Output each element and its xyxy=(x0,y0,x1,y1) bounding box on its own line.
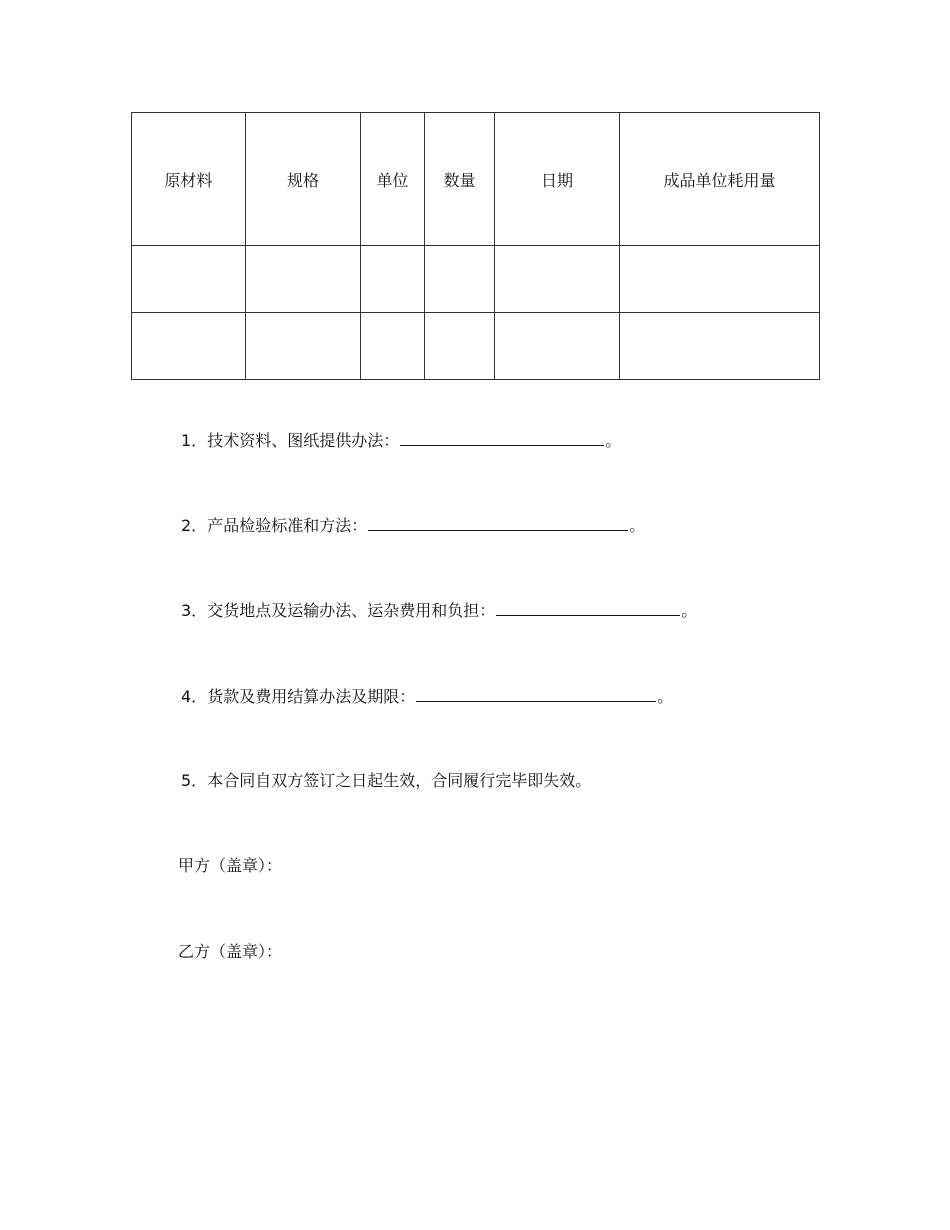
clause-technical-data xyxy=(181,428,621,451)
clause-effective-date xyxy=(181,768,591,791)
clause-inspection-standard xyxy=(181,513,645,536)
fill-in-blank[interactable] xyxy=(496,601,680,616)
header-quantity: 数量 xyxy=(425,113,495,246)
fill-in-blank[interactable] xyxy=(368,516,628,531)
clause-number: 2． xyxy=(181,516,208,535)
table-cell[interactable] xyxy=(132,313,246,380)
clause-text: 货款及费用结算办法及期限： xyxy=(207,687,416,706)
clause-text: 技术资料、图纸提供办法： xyxy=(207,431,400,450)
table-cell[interactable] xyxy=(495,313,620,380)
header-raw-material: 原材料 xyxy=(132,113,246,246)
clause-delivery-transport xyxy=(181,598,697,621)
table-cell[interactable] xyxy=(620,313,820,380)
header-unit-consumption: 成品单位耗用量 xyxy=(620,113,820,246)
table-cell[interactable] xyxy=(620,246,820,313)
clause-end: 。 xyxy=(605,431,622,450)
table-cell[interactable] xyxy=(495,246,620,313)
clause-end: 。 xyxy=(681,601,698,620)
fill-in-blank[interactable] xyxy=(416,687,656,702)
header-spec: 规格 xyxy=(246,113,361,246)
party-b-signature: 乙方（盖章）： xyxy=(178,942,283,961)
table-cell[interactable] xyxy=(246,313,361,380)
header-date: 日期 xyxy=(495,113,620,246)
table-cell[interactable] xyxy=(361,246,425,313)
table-row xyxy=(132,313,820,380)
header-unit: 单位 xyxy=(361,113,425,246)
table-header-row xyxy=(132,113,820,246)
clause-number: 4． xyxy=(181,687,208,706)
table-cell[interactable] xyxy=(425,246,495,313)
table-row xyxy=(132,246,820,313)
materials-table xyxy=(131,112,820,380)
table-cell[interactable] xyxy=(361,313,425,380)
clause-text: 本合同自双方签订之日起生效，合同履行完毕即失效。 xyxy=(207,771,592,790)
fill-in-blank[interactable] xyxy=(400,431,604,446)
clause-text: 产品检验标准和方法： xyxy=(207,516,368,535)
clause-number: 3． xyxy=(181,601,208,620)
clause-number: 1． xyxy=(181,431,208,450)
clause-number: 5． xyxy=(181,771,208,790)
clause-end: 。 xyxy=(629,516,646,535)
party-a-signature: 甲方（盖章）： xyxy=(178,856,283,875)
table-cell[interactable] xyxy=(425,313,495,380)
clause-end: 。 xyxy=(657,687,674,706)
table-cell[interactable] xyxy=(246,246,361,313)
table-cell[interactable] xyxy=(132,246,246,313)
clause-payment-settlement xyxy=(181,684,673,707)
clause-text: 交货地点及运输办法、运杂费用和负担： xyxy=(207,601,496,620)
